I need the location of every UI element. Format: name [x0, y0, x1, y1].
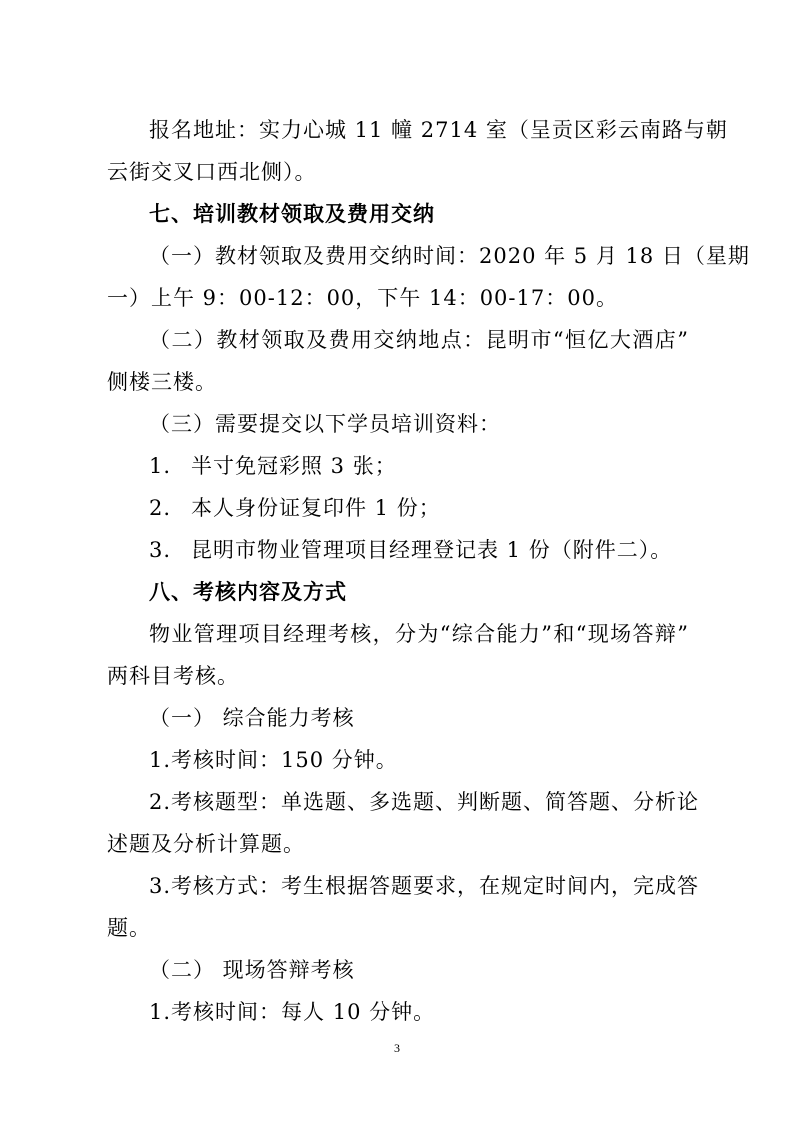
- registration-address-line1: 报名地址：实力心城 11 幢 2714 室（呈贡区彩云南路与朝: [149, 118, 728, 142]
- section-7-item-2-line2: 侧楼三楼。: [107, 370, 217, 394]
- material-number: 1.: [149, 454, 172, 478]
- section-8-sub-2-time: 1.考核时间：每人 10 分钟。: [149, 1000, 436, 1024]
- section-8-sub-1-type-line1: 2.考核题型：单选题、多选题、判断题、简答题、分析论: [149, 790, 700, 814]
- section-8-heading: 八、考核内容及方式: [149, 580, 347, 604]
- material-text: 半寸免冠彩照 3 张；: [191, 454, 397, 478]
- material-item: [149, 451, 689, 481]
- material-number: 2.: [149, 496, 172, 520]
- material-item: [149, 535, 689, 565]
- material-text: 昆明市物业管理项目经理登记表 1 份（附件二）。: [191, 538, 673, 562]
- section-8-sub-1-method-line1: 3.考核方式：考生根据答题要求，在规定时间内，完成答: [149, 874, 700, 898]
- section-8-sub-1-time: 1.考核时间：150 分钟。: [149, 748, 398, 772]
- material-number: 3.: [149, 538, 172, 562]
- page-number: 3: [394, 1041, 400, 1055]
- section-7-item-1-line1: （一）教材领取及费用交纳时间：2020 年 5 月 18 日（星期: [149, 244, 750, 268]
- section-8-sub-2-heading: （二） 现场答辩考核: [149, 958, 355, 982]
- registration-address-line2: 云街交叉口西北侧）。: [107, 160, 317, 184]
- section-7-item-1-line2: 一）上午 9：00-12：00，下午 14：00-17：00。: [107, 286, 618, 310]
- section-8-sub-1-type-line2: 述题及分析计算题。: [107, 832, 305, 856]
- section-8-sub-1-heading: （一） 综合能力考核: [149, 706, 355, 730]
- section-7-item-3: （三）需要提交以下学员培训资料：: [149, 412, 501, 436]
- material-item: [149, 493, 689, 523]
- section-7-item-2-line1: （二）教材领取及费用交纳地点：昆明市“恒亿大酒店”: [149, 328, 689, 352]
- section-8-intro-line1: 物业管理项目经理考核，分为“综合能力”和“现场答辩”: [149, 622, 689, 646]
- material-text: 本人身份证复印件 1 份；: [191, 496, 441, 520]
- section-7-heading: 七、培训教材领取及费用交纳: [149, 202, 435, 226]
- section-8-intro-line2: 两科目考核。: [107, 664, 239, 688]
- section-8-sub-1-method-line2: 题。: [107, 916, 151, 940]
